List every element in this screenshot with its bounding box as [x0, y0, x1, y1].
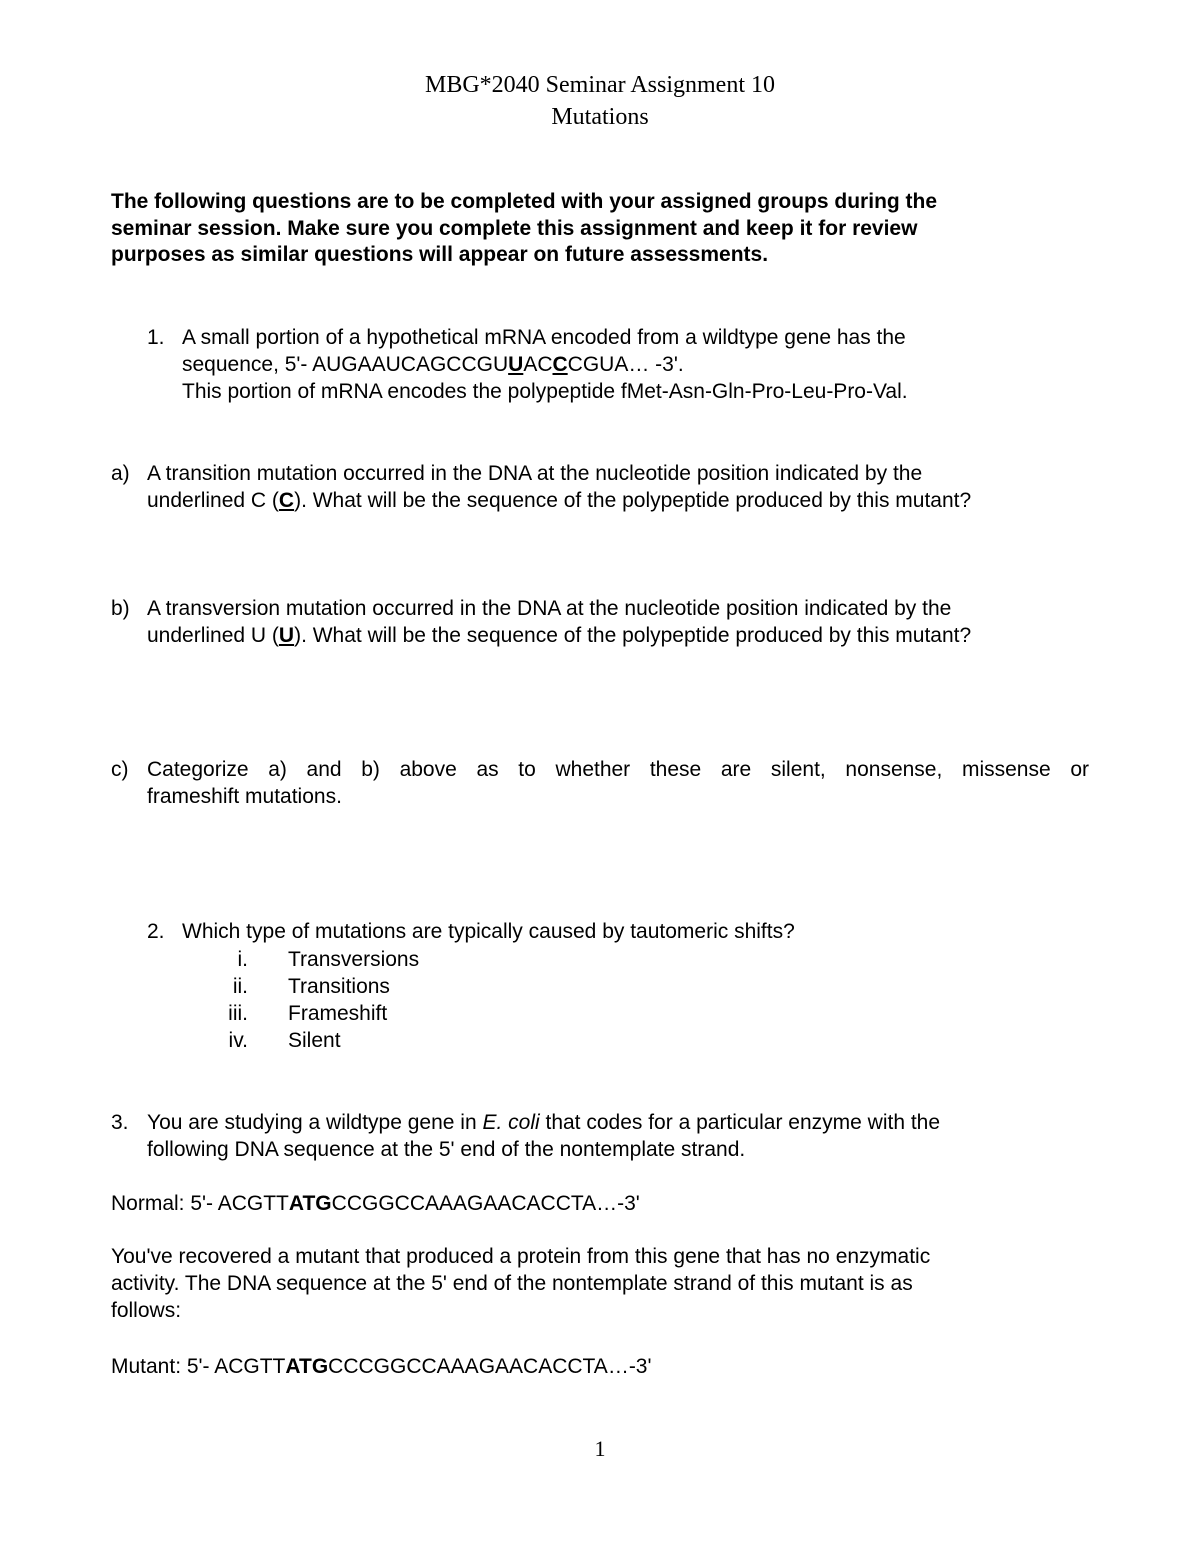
start-codon: ATG — [288, 1192, 332, 1215]
page-subtitle: Mutations — [551, 104, 649, 130]
mutant-sequence — [111, 1355, 652, 1379]
text-span: CCGGCCAAAGAACACCTA…-3' — [331, 1192, 640, 1215]
option-numeral: i. — [237, 948, 248, 971]
part-marker: c) — [111, 758, 129, 781]
question-text — [147, 1111, 940, 1135]
sequence-text: sequence, 5'- AUGAAUCAGCCGU — [182, 353, 509, 376]
question-number: 1. — [147, 326, 165, 349]
option-label: Frameshift — [288, 1002, 388, 1025]
option-label: Transversions — [288, 948, 420, 971]
question-text: activity. The DNA sequence at the 5' end of the nontemplate strand of this mutant is as — [111, 1272, 913, 1295]
part-a-text — [147, 489, 971, 513]
mrna-sequence — [182, 353, 684, 377]
option-label: Transitions — [288, 975, 390, 998]
text-span: ). What will be the sequence of the polypeptide produced by this mutant? — [294, 489, 972, 512]
page-title: MBG*2040 Seminar Assignment 10 — [424, 72, 775, 98]
question-number: 3. — [111, 1111, 129, 1134]
species-name: E. coli — [482, 1111, 540, 1134]
part-b-text — [147, 624, 971, 648]
text-span: that codes for a particular enzyme with the — [539, 1111, 941, 1134]
question-text: follows: — [111, 1299, 182, 1322]
instructions-line: purposes as similar questions will appear on future assessments. — [111, 243, 769, 266]
part-b-text: A transversion mutation occurred in the DNA at the nucleotide position indicated by the — [147, 597, 952, 620]
question-text: A small portion of a hypothetical mRNA encoded from a wildtype gene has the — [182, 326, 906, 349]
page-number: 1 — [594, 1436, 606, 1461]
start-codon: ATG — [285, 1355, 329, 1378]
text-span: underlined C ( — [147, 489, 279, 512]
underlined-u: U — [508, 353, 524, 376]
text-span: CCCGGCCAAAGAACACCTA…-3' — [328, 1355, 652, 1378]
question-text: Which type of mutations are typically caused by tautomeric shifts? — [182, 920, 795, 943]
sequence-text: AC — [523, 353, 553, 376]
question-text: You've recovered a mutant that produced a protein from this gene that has no enzymatic — [111, 1245, 931, 1268]
question-text: This portion of mRNA encodes the polypeptide fMet-Asn-Gln-Pro-Leu-Pro-Val. — [182, 380, 908, 403]
part-a-text: A transition mutation occurred in the DNA at the nucleotide position indicated by the — [147, 462, 923, 485]
option-numeral: ii. — [232, 975, 248, 998]
underlined-c: C — [552, 353, 568, 376]
option-numeral: iii. — [228, 1002, 248, 1025]
part-c-text: frameshift mutations. — [147, 785, 342, 808]
text-span: underlined U ( — [147, 624, 279, 647]
instructions-line: seminar session. Make sure you complete this assignment and keep it for review — [111, 217, 918, 240]
question-number: 2. — [147, 920, 165, 943]
part-marker: b) — [111, 597, 130, 620]
part-marker: a) — [111, 462, 130, 485]
question-text: following DNA sequence at the 5' end of the nontemplate strand. — [147, 1138, 746, 1161]
part-c-text: Categorize a) and b) above as to whether these are silent, nonsense, missense or — [147, 758, 1089, 781]
underlined-u: U — [278, 624, 295, 647]
option-label: Silent — [288, 1029, 341, 1052]
normal-sequence — [111, 1192, 640, 1216]
text-span: You are studying a wildtype gene in — [147, 1111, 483, 1134]
text-span: Normal: 5'- ACGTT — [111, 1192, 289, 1215]
underlined-c: C — [278, 489, 295, 512]
option-numeral: iv. — [228, 1029, 248, 1052]
text-span: Mutant: 5'- ACGTT — [111, 1355, 286, 1378]
instructions-line: The following questions are to be completed with your assigned groups during the — [111, 190, 938, 213]
sequence-text: CGUA… -3'. — [567, 353, 684, 376]
text-span: ). What will be the sequence of the polypeptide produced by this mutant? — [294, 624, 972, 647]
